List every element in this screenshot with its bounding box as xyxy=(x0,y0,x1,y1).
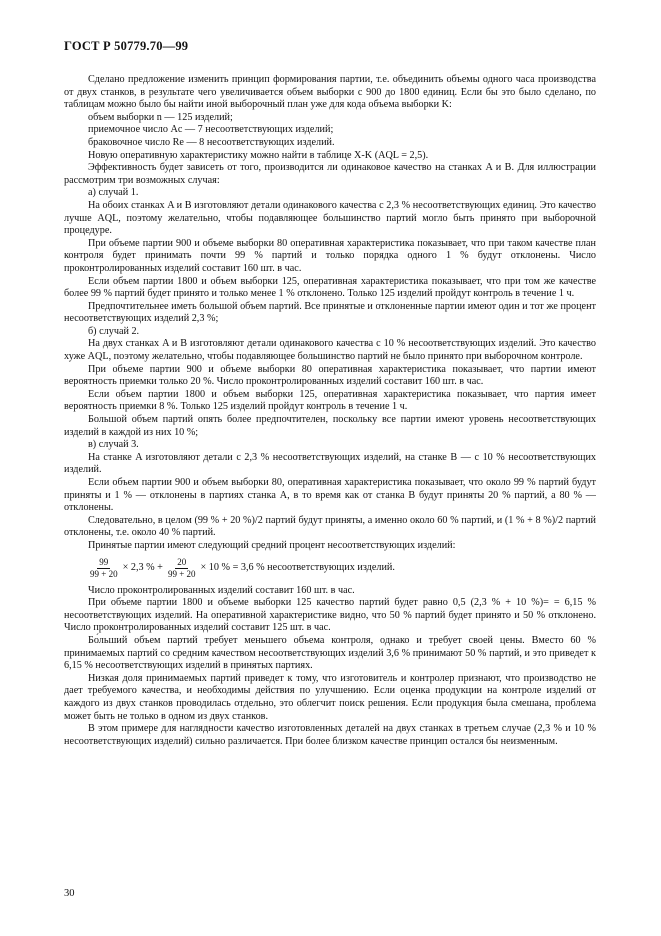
list-item: а) случай 1. xyxy=(88,187,139,199)
average-defect-formula xyxy=(88,556,596,582)
paragraph: Если объем партии 900 и объем выборки 80, оперативная характеристика показывает, что около 99 % партий будут приняты и 1 % — отклонены в партиях станка A, в то время как от станка B будут приняты 20 % партий, а 80 % — отклонены. xyxy=(64,477,596,514)
text-block-before-formula xyxy=(64,74,596,553)
standard-code-header: ГОСТ Р 50779.70—99 xyxy=(64,39,189,53)
paragraph: Низкая доля принимаемых партий приведет к тому, что изготовитель и контролер признают, что производство не дает требуемого качества, и необходимы действия по улучшению. Если оценка продукции на контроле изделий от каждого из двух станков проводилась отдельно, это облегчит поиск решения. Если продукция была смешана, проблема может быть не только в одном из двух станков. xyxy=(64,672,596,722)
paragraph: В этом примере для наглядности качество изготовленных деталей на двух станках в третьем случае (2,3 % и 10 % несоответствующих изделий) сильно различается. При более близком качестве принцип остался бы неизменным. xyxy=(64,723,596,747)
list-item: объем выборки n — 125 изделий; xyxy=(88,111,233,123)
fraction-2-denominator: 99 + 20 xyxy=(167,569,196,580)
fraction-1 xyxy=(88,557,120,580)
list-item: в) случай 3. xyxy=(88,439,139,451)
paragraph: Новую оперативную характеристику можно найти в таблице X-K (AQL = 2,5). xyxy=(88,149,429,161)
fraction-1-denominator: 99 + 20 xyxy=(90,569,118,580)
paragraph: При объеме партии 900 и объеме выборки 80 оперативная характеристика показывает, что при таком качестве план контроля будет принимать почти 99 % партий и только порядка одного 1 % будут отклонены. Число проконтролированных изделий составит 160 шт. в час. xyxy=(64,237,596,274)
list-item: приемочное число Ac — 7 несоответствующих изделий; xyxy=(88,124,334,136)
paragraph: Большой объем партий опять более предпочтителен, поскольку все партии имеют уровень несоответствующих изделий в каждой из них 10 %; xyxy=(64,414,596,438)
paragraph: При объеме партии 1800 и объеме выборки 125 качество партий будет равно 0,5 (2,3 % + 10 %)= = 6,15 % несоответствующих изделий. На оперативной характеристике видно, что 50 % партий будет принято и 50 % отклонено. Число проконтролированных изделий составит 125 шт. в час. xyxy=(64,597,596,634)
paragraph: На станке A изготовляют детали с 2,3 % несоответствующих изделий, на станке B — с 10 % несоответствующих изделий. xyxy=(64,451,596,476)
paragraph: Следовательно, в целом (99 % + 20 %)/2 партий будут приняты, а именно около 60 % партий, и (1 % + 8 %)/2 партий отклонены, т.е. около 40 % партий. xyxy=(64,514,596,539)
list-item: б) случай 2. xyxy=(88,325,140,337)
paragraph: Эффективность будет зависеть от того, производится ли одинаковое качество на станках A и B. Для иллюстрации рассмотрим три возможных случая: xyxy=(64,162,596,186)
paragraph: Если объем партии 1800 и объем выборки 125, оперативная характеристика показывает, что при том же качестве более 99 % партий будет принято и только менее 1 % отклонено. Только 125 изделий пройдут контроль в течение 1 ч. xyxy=(64,275,596,300)
paragraph: На обоих станках A и B изготовляют детали одинакового качества с 2,3 % несоответствующих единиц. Это качество лучше AQL, поэтому желательно, чтобы подавляющее большинство партий могло быть принято при выборочной процедуре. xyxy=(64,199,596,237)
page-number: 30 xyxy=(64,888,75,899)
paragraph: При объеме партии 900 и объеме выборки 80 оперативная характеристика показывает, что партии имеют вероятность приемки только 20 %. Число проконтролированных изделий составит 160 шт. в час. xyxy=(64,363,596,388)
text-block-after-formula xyxy=(64,585,596,749)
formula-term-2: × 10 % = 3,6 % несоответствующих изделий. xyxy=(200,562,395,574)
paragraph: Принятые партии имеют следующий средний процент несоответствующих изделий: xyxy=(88,539,456,551)
paragraph: Предпочтительнее иметь большой объем партий. Все принятые и отклоненные партии имеют один и тот же процент несоответствующих изделий 2,3 %; xyxy=(64,300,596,325)
paragraph: Сделано предложение изменить принцип формирования партии, т.е. объединить объемы одного часа производства от двух станков, в результате чего увеличивается объем выборки с 900 до 1800 единиц. Если бы это было сделано, по таблицам можно было бы найти иной выборочный план уже для кода объема выборки K: xyxy=(64,74,596,111)
formula-term-1: × 2,3 % + xyxy=(122,562,163,574)
paragraph: Число проконтролированных изделий составит 160 шт. в час. xyxy=(88,584,355,596)
document-body xyxy=(64,74,596,748)
list-item: браковочное число Re — 8 несоответствующих изделий. xyxy=(88,136,335,148)
fraction-2 xyxy=(166,557,198,580)
paragraph: Бо́льший объем партий требует меньшего объема контроля, однако и требует своей цены. Вместо 60 % принимаемых партий со средним качеством несоответствующих изделий 3,6 % принимают 50 % партий, и это приведет к 6,15 % несоответствующих изделий в принятых партиях. xyxy=(64,634,596,672)
paragraph: Если объем партии 1800 и объем выборки 125, оперативная характеристика показывает, что партия имеет вероятность приемки 8 %. Только 125 изделий пройдут контроль в течение 1 ч. xyxy=(64,388,596,413)
paragraph: На двух станках A и B изготовляют детали одинакового качества с 10 % несоответствующих изделий. Это качество хуже AQL, поэтому желательно, чтобы подавляющее большинство партий не было принято при выборочном контроле. xyxy=(64,338,596,363)
fraction-2-numerator: 20 xyxy=(177,557,187,568)
fraction-1-numerator: 99 xyxy=(99,557,109,568)
